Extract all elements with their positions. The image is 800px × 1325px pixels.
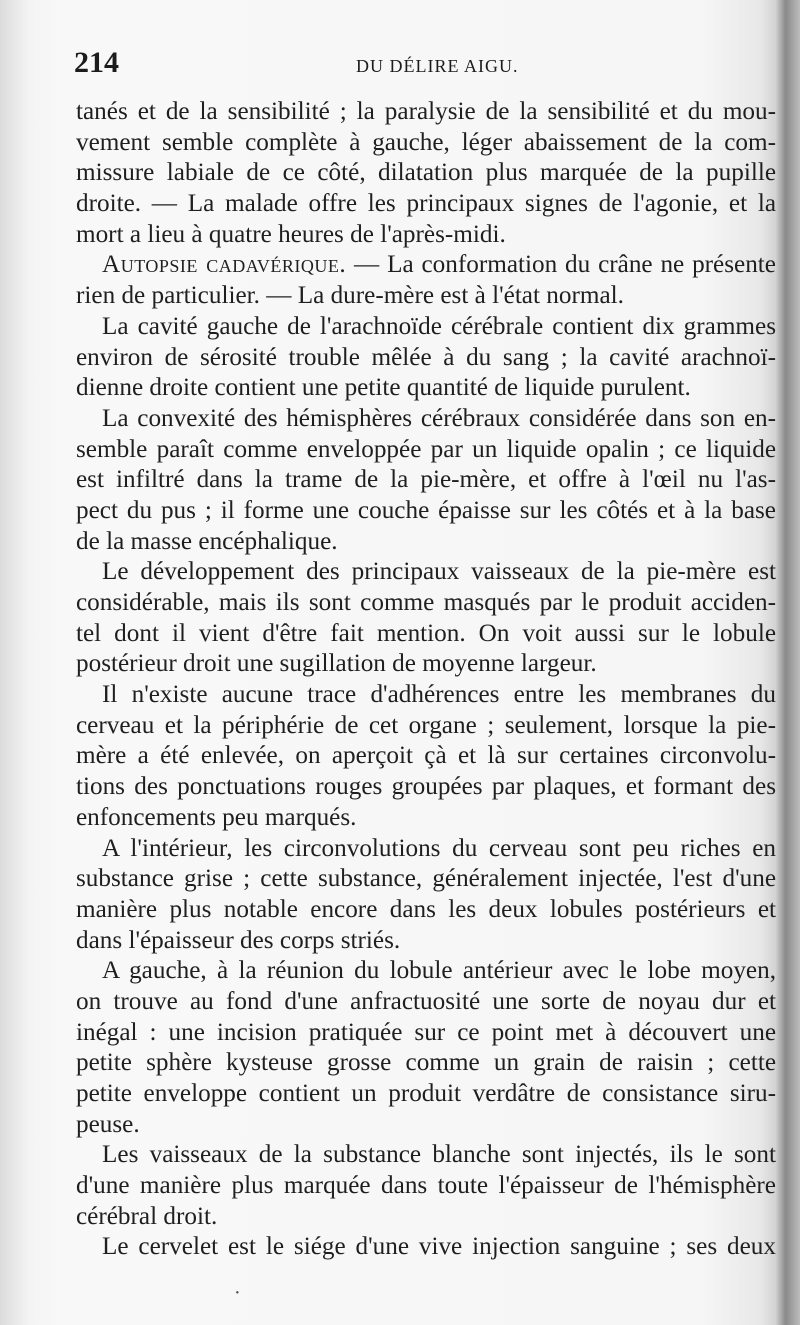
text-line: dienne droite contient une petite quantité de liquide purulent. [76,374,691,402]
text-line: Les vaisseaux de la substance blanche sont injectés, ils le sont [102,1141,776,1169]
autopsy-line [76,250,776,281]
text-line: missure labiale de ce côté, dilatation plus marquée de la pupille [76,159,776,187]
text-line: considérable, mais ils sont comme masqués par le produit acciden- [76,589,776,616]
body-text [76,97,776,1263]
page-number: 214 [74,46,119,79]
text-line: semble paraît comme enveloppée par un liquide opalin ; ce liquide [76,435,776,463]
text-line: mère a été enlevée, on aperçoit çà et là sur certaines circonvolu- [76,742,776,770]
text-line: rien de particulier. — La dure-mère est à l'état normal. [76,282,624,310]
text-line: environ de sérosité trouble mêlée à du sang ; la cavité arachnoï- [76,343,776,371]
text-line: d'une manière plus marquée dans toute l'épaisseur de l'hémisphère [76,1172,776,1200]
text-line: Le cervelet est le siége d'une vive injection sanguine ; ses deux [102,1233,776,1261]
text-line: on trouve au fond d'une anfractuosité une sorte de noyau dur et [76,987,776,1015]
text-line: tanés et de la sensibilité ; la paralysie de la sensibilité et du mou- [76,98,776,125]
text-line: mort a lieu à quatre heures de l'après-midi. [76,220,506,248]
page-edge-shadow [776,0,800,1325]
text-line: manière plus notable encore dans les deux lobules postérieurs et [76,895,776,923]
text-line: pect du pus ; il forme une couche épaisse sur les côtés et à la base [76,496,776,524]
text-line: Le développement des principaux vaisseaux de la pie-mère est [102,558,776,586]
text-line: peuse. [76,1110,140,1138]
text-line: A l'intérieur, les circonvolutions du cerveau sont peu riches en [102,834,776,862]
text-line: tions des ponctuations rouges groupées par plaques, et formant des [76,773,776,801]
text-line: vement semble complète à gauche, léger abaissement de la com- [76,128,776,156]
text-line: de la masse encéphalique. [76,527,338,555]
text-line: inégal : une incision pratiquée sur ce point met à découvert une [76,1018,776,1046]
text-line: petite enveloppe contient un produit verdâtre de consistance siru- [76,1080,776,1107]
text-line: tel dont il vient d'être fait mention. On voit aussi sur le lobule [76,619,776,647]
text-line: est infiltré dans la trame de la pie-mère, et offre à l'œil nu l'as- [76,466,776,494]
text-line: petite sphère kysteuse grosse comme un grain de raisin ; cette [76,1049,776,1077]
text-fragment: — La conformation du crâne ne présente [346,251,776,279]
text-line: cérébral droit. [76,1202,218,1230]
section-heading: Autopsie cadavérique. [102,251,347,279]
text-line: A gauche, à la réunion du lobule antérieur avec le lobe moyen, [102,957,776,985]
text-line: droite. — La malade offre les principaux signes de l'agonie, et la [76,190,776,218]
text-line: postérieur droit une sugillation de moyenne largeur. [76,650,597,678]
text-line: La cavité gauche de l'arachnoïde cérébrale contient dix grammes [102,312,776,340]
page-header [74,46,774,86]
text-line: enfoncements peu marqués. [76,803,357,831]
text-line: La convexité des hémisphères cérébraux considérée dans son en- [102,404,776,432]
text-line: cerveau et la périphérie de cet organe ; seulement, lorsque la pie- [76,711,776,739]
text-line: substance grise ; cette substance, généralement injectée, l'est d'une [76,865,776,893]
text-line: dans l'épaisseur des corps striés. [76,926,401,954]
text-line: Il n'existe aucune trace d'adhérences entre les membranes du [102,681,776,709]
running-title: DU DÉLIRE AIGU. [356,56,519,76]
stray-mark: · [234,1282,241,1304]
